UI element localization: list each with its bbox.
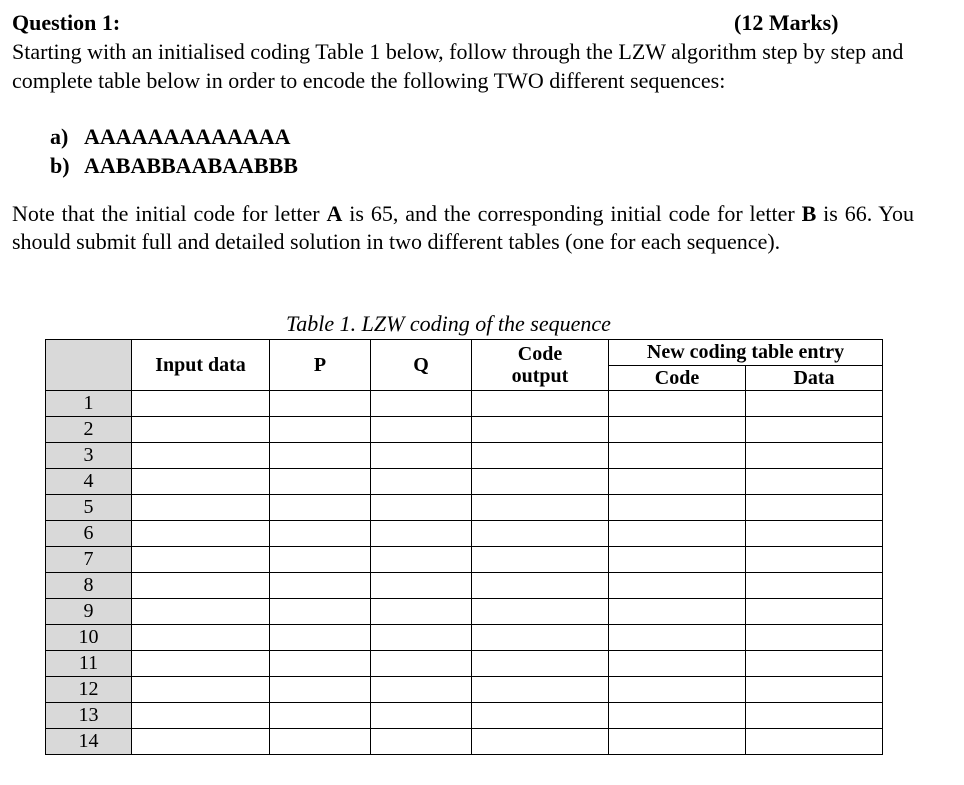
sequence-letter: b) xyxy=(50,153,70,178)
cell-p xyxy=(270,391,371,417)
sequence-value: AABABBAABAABBB xyxy=(84,153,298,178)
cell-input-data xyxy=(132,599,270,625)
cell-q xyxy=(371,729,472,755)
note-letter-a: A xyxy=(326,201,343,226)
cell-new-code xyxy=(609,495,746,521)
cell-new-code xyxy=(609,469,746,495)
cell-q xyxy=(371,417,472,443)
cell-code-output xyxy=(472,729,609,755)
cell-new-code xyxy=(609,521,746,547)
row-number: 10 xyxy=(46,625,132,651)
sequence-list xyxy=(50,122,298,180)
cell-code-output xyxy=(472,547,609,573)
cell-new-code xyxy=(609,729,746,755)
cell-new-data xyxy=(746,417,883,443)
cell-new-code xyxy=(609,443,746,469)
table-caption: Table 1. LZW coding of the sequence xyxy=(286,311,611,336)
cell-new-code xyxy=(609,677,746,703)
row-number: 8 xyxy=(46,573,132,599)
table-row xyxy=(46,677,883,703)
header-code-output-line1: Code xyxy=(517,343,563,365)
cell-input-data xyxy=(132,521,270,547)
cell-input-data xyxy=(132,625,270,651)
cell-q xyxy=(371,469,472,495)
cell-code-output xyxy=(472,573,609,599)
cell-input-data xyxy=(132,703,270,729)
cell-p xyxy=(270,703,371,729)
cell-q xyxy=(371,625,472,651)
table-row xyxy=(46,469,883,495)
row-number: 12 xyxy=(46,677,132,703)
header-p: P xyxy=(270,340,371,391)
header-code: Code xyxy=(609,366,746,391)
table-row xyxy=(46,599,883,625)
cell-new-data xyxy=(746,495,883,521)
cell-new-code xyxy=(609,391,746,417)
note-text-1: Note that the initial code for letter xyxy=(12,201,327,226)
note-paragraph xyxy=(12,200,914,256)
cell-p xyxy=(270,417,371,443)
table-body xyxy=(46,391,883,755)
cell-code-output xyxy=(472,521,609,547)
cell-code-output xyxy=(472,469,609,495)
sequence-item-b xyxy=(50,151,298,180)
row-number: 4 xyxy=(46,469,132,495)
row-number: 11 xyxy=(46,651,132,677)
cell-input-data xyxy=(132,677,270,703)
cell-q xyxy=(371,547,472,573)
header-data: Data xyxy=(746,366,883,391)
cell-q xyxy=(371,599,472,625)
cell-new-code xyxy=(609,651,746,677)
table-row xyxy=(46,443,883,469)
row-number: 3 xyxy=(46,443,132,469)
header-input-data: Input data xyxy=(132,340,270,391)
cell-new-data xyxy=(746,547,883,573)
cell-new-data xyxy=(746,469,883,495)
cell-new-data xyxy=(746,703,883,729)
cell-q xyxy=(371,651,472,677)
question-title: Question 1: xyxy=(12,10,121,35)
row-number: 13 xyxy=(46,703,132,729)
cell-new-data xyxy=(746,599,883,625)
cell-new-data xyxy=(746,677,883,703)
cell-p xyxy=(270,521,371,547)
table-row xyxy=(46,573,883,599)
cell-q xyxy=(371,391,472,417)
table-row xyxy=(46,495,883,521)
question-intro: Starting with an initialised coding Table 1 below, follow through the LZW algorithm step by step and complete table below in order to encode the following TWO different sequences: xyxy=(12,39,904,93)
header-row-number xyxy=(46,340,132,391)
table-row xyxy=(46,703,883,729)
cell-p xyxy=(270,573,371,599)
cell-q xyxy=(371,443,472,469)
cell-input-data xyxy=(132,573,270,599)
cell-q xyxy=(371,521,472,547)
table-row xyxy=(46,625,883,651)
cell-input-data xyxy=(132,391,270,417)
cell-q xyxy=(371,573,472,599)
table-row xyxy=(46,391,883,417)
cell-new-data xyxy=(746,521,883,547)
cell-code-output xyxy=(472,651,609,677)
cell-code-output xyxy=(472,495,609,521)
cell-input-data xyxy=(132,547,270,573)
row-number: 9 xyxy=(46,599,132,625)
cell-input-data xyxy=(132,729,270,755)
cell-q xyxy=(371,703,472,729)
lzw-table xyxy=(45,339,883,755)
cell-q xyxy=(371,677,472,703)
cell-new-code xyxy=(609,625,746,651)
header-new-entry: New coding table entry xyxy=(609,340,883,366)
row-number: 2 xyxy=(46,417,132,443)
table-row xyxy=(46,521,883,547)
row-number: 5 xyxy=(46,495,132,521)
header-code-output xyxy=(472,340,609,391)
table-row xyxy=(46,547,883,573)
cell-p xyxy=(270,443,371,469)
cell-code-output xyxy=(472,417,609,443)
cell-input-data xyxy=(132,443,270,469)
cell-code-output xyxy=(472,443,609,469)
table-row xyxy=(46,729,883,755)
cell-code-output xyxy=(472,625,609,651)
question-header xyxy=(12,10,912,40)
cell-p xyxy=(270,469,371,495)
cell-code-output xyxy=(472,391,609,417)
cell-new-data xyxy=(746,729,883,755)
cell-p xyxy=(270,729,371,755)
sequence-item-a xyxy=(50,122,298,151)
cell-q xyxy=(371,495,472,521)
cell-p xyxy=(270,625,371,651)
question-marks: (12 Marks) xyxy=(734,10,839,35)
cell-new-data xyxy=(746,443,883,469)
cell-p xyxy=(270,495,371,521)
cell-code-output xyxy=(472,599,609,625)
cell-new-data xyxy=(746,391,883,417)
cell-new-code xyxy=(609,417,746,443)
sequence-value: AAAAAAAAAAAAA xyxy=(84,124,291,149)
sequence-letter: a) xyxy=(50,124,69,149)
cell-p xyxy=(270,677,371,703)
cell-p xyxy=(270,547,371,573)
table-row xyxy=(46,417,883,443)
cell-new-data xyxy=(746,573,883,599)
cell-code-output xyxy=(472,677,609,703)
note-text-3: is 66. You should submit full and detailed solution in two different tables (one for each sequence). xyxy=(12,201,914,254)
note-text-2: is 65, and the corresponding initial code for letter xyxy=(342,201,802,226)
header-code-output-line2: output xyxy=(511,365,569,387)
cell-new-code xyxy=(609,599,746,625)
row-number: 6 xyxy=(46,521,132,547)
cell-new-code xyxy=(609,547,746,573)
note-letter-b: B xyxy=(801,201,817,226)
row-number: 14 xyxy=(46,729,132,755)
cell-p xyxy=(270,651,371,677)
cell-new-data xyxy=(746,651,883,677)
cell-new-data xyxy=(746,625,883,651)
cell-input-data xyxy=(132,469,270,495)
cell-input-data xyxy=(132,651,270,677)
row-number: 1 xyxy=(46,391,132,417)
cell-new-code xyxy=(609,703,746,729)
cell-new-code xyxy=(609,573,746,599)
cell-input-data xyxy=(132,417,270,443)
cell-input-data xyxy=(132,495,270,521)
cell-code-output xyxy=(472,703,609,729)
header-q: Q xyxy=(371,340,472,391)
row-number: 7 xyxy=(46,547,132,573)
cell-p xyxy=(270,599,371,625)
table-row xyxy=(46,651,883,677)
